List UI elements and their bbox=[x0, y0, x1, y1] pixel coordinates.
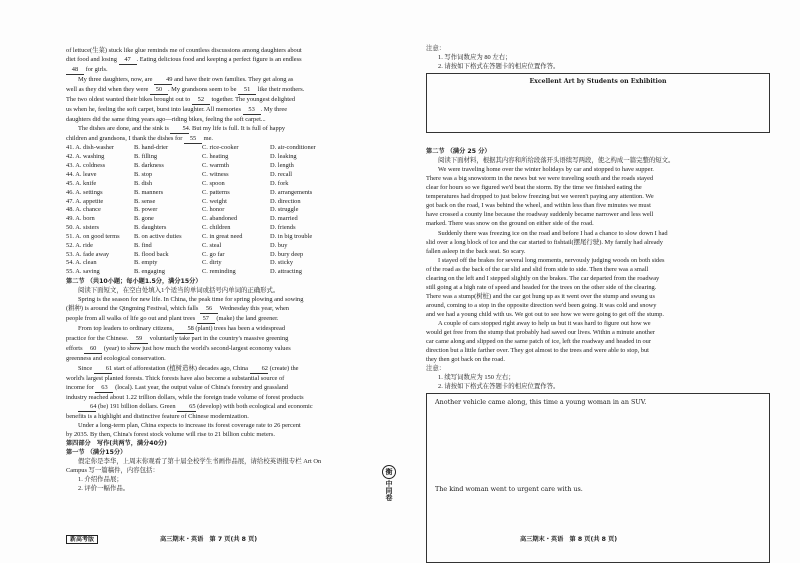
blank-number: 60 bbox=[84, 344, 102, 354]
option-choice: 51. A. on good terms bbox=[66, 232, 120, 240]
option-choice: D. leaking bbox=[270, 153, 297, 161]
passage-text: people from all walks of life go out and plant trees bbox=[66, 315, 197, 323]
option-choice: B. hand-drier bbox=[134, 144, 169, 152]
option-row bbox=[66, 242, 384, 251]
binding-mark bbox=[376, 465, 402, 523]
passage-line: would get free from the stump that probably had saved our lives. Within a minute another bbox=[426, 329, 655, 337]
continuation-section-title: 第二节 （满分 25 分） bbox=[426, 148, 491, 156]
passage-line: There was a big snowstorm in the news but we were traveling south and the roads stayed bbox=[426, 175, 654, 183]
option-row bbox=[66, 171, 384, 180]
blank-number: 50 bbox=[150, 85, 168, 95]
blank-number: 51 bbox=[238, 85, 256, 95]
option-choice: 46. A. settings bbox=[66, 188, 103, 196]
writing-answer-box bbox=[426, 73, 770, 133]
option-row bbox=[66, 268, 384, 277]
option-row bbox=[66, 198, 384, 207]
option-choice: B. stop bbox=[134, 171, 153, 178]
option-choice: 52. A. ride bbox=[66, 241, 93, 249]
option-choice: C. go far bbox=[202, 250, 225, 258]
option-choice: 44. A. leave bbox=[66, 171, 97, 178]
option-choice: B. daughters bbox=[134, 224, 167, 232]
passage-text: start of afforestation (植树造林) decades ago, China bbox=[112, 364, 250, 372]
passage-line: still going at a high rate of speed and headed for the trees on the other side of the clearing. bbox=[426, 283, 657, 291]
passage-line bbox=[66, 374, 384, 383]
cloze-passage-end bbox=[66, 46, 384, 144]
option-row bbox=[66, 162, 384, 171]
passage-line bbox=[66, 85, 384, 95]
note2-item: 2. 请按如下格式在答题卡的相应位置作答。 bbox=[438, 383, 560, 391]
option-choice: C. warmth bbox=[202, 162, 229, 170]
option-row bbox=[66, 259, 384, 268]
passage-text: world's largest planted forests. Thick forests have also become a substantial source of bbox=[66, 374, 285, 382]
section2-instruction: 阅读下面短文，在空白处填入1个适当的单词或括号内单词的正确形式。 bbox=[78, 287, 280, 295]
option-choice: C. reminding bbox=[202, 268, 236, 276]
passage-line: I stayed off the brakes for several long moments, nervously judging woods on both sides bbox=[438, 256, 665, 264]
passage-text: voluntarily take part in the country's massive greening bbox=[148, 335, 289, 343]
passage-text: daughters did the same thing years ago—riding bikes, feeling the soft carpet... bbox=[66, 116, 266, 124]
passage-line: temperatures had dropped to just below freezing but we weren't paying any attention. We bbox=[426, 193, 654, 201]
blank-number: 58 bbox=[175, 324, 193, 334]
answer-box-title: Excellent Art by Students on Exhibition bbox=[529, 78, 667, 86]
passage-text: practice for the Chinese. bbox=[66, 335, 131, 343]
passage-text: benefits is a highlight and distinctive feature of Chinese modernization. bbox=[66, 412, 249, 420]
option-choice: C. witness bbox=[202, 171, 229, 178]
passage-text: (local). Last year, the output value of China's forestry and grassland bbox=[113, 383, 289, 391]
passage-line: they then got back on the road. bbox=[426, 356, 505, 364]
option-choice: 50. A. sisters bbox=[66, 224, 100, 232]
blank-number: 54 bbox=[170, 124, 188, 134]
option-row bbox=[66, 251, 384, 260]
passage-text: for girls. bbox=[84, 66, 108, 74]
writing-task-line-2: Campus 写一篇稿件，内容包括： bbox=[66, 466, 159, 474]
passage-line bbox=[66, 75, 384, 85]
passage-text: (make) the land greener. bbox=[214, 315, 279, 323]
option-choice: 45. A. knife bbox=[66, 179, 97, 187]
option-choice: D. length bbox=[270, 162, 294, 170]
option-choice: B. dish bbox=[134, 179, 153, 187]
passage-line bbox=[66, 344, 384, 354]
passage-text: (耕种) is around the Qingming Festival, which falls bbox=[66, 305, 201, 313]
passage-text: by 2035. By then, China's forest stock volume will rise to 21 billion cubic meters. bbox=[66, 430, 275, 438]
note2-label: 注意： bbox=[426, 365, 446, 373]
option-choice: C. steal bbox=[202, 241, 222, 249]
option-choice: D. buy bbox=[270, 241, 288, 249]
passage-text: (create) the bbox=[268, 364, 299, 372]
binding-seal-icon: 衡 bbox=[382, 465, 396, 479]
option-row bbox=[66, 153, 384, 162]
passage-text: together. The youngest delighted bbox=[209, 96, 296, 104]
option-choice: B. engaging bbox=[134, 268, 165, 276]
cloze-options bbox=[66, 144, 384, 277]
writing-task-item: 1. 介绍作品展； bbox=[78, 475, 123, 483]
option-choice: 47. A. appetite bbox=[66, 197, 104, 205]
passage-line: around, coming to a stop in the opposite direction we'd been going. It was cold and snowy bbox=[426, 301, 657, 309]
right-page bbox=[400, 0, 800, 551]
option-row bbox=[66, 206, 384, 215]
passage-text: (be) 191 billion dollars. Green bbox=[96, 402, 178, 410]
grammar-fill-passage bbox=[66, 295, 384, 439]
option-choice: C. rice-cooker bbox=[202, 144, 239, 152]
left-page bbox=[0, 0, 400, 551]
passage-line bbox=[66, 364, 384, 374]
option-row bbox=[66, 233, 384, 242]
option-choice: C. honor bbox=[202, 206, 225, 214]
option-choice: 41. A. dish-washer bbox=[66, 144, 114, 152]
passage-text: Spring is the season for new life. In China, the peak time for spring plowing and sowing bbox=[78, 296, 304, 304]
option-choice: B. manners bbox=[134, 188, 164, 196]
option-choice: C. heating bbox=[202, 153, 229, 161]
blank-number: 47 bbox=[119, 55, 137, 65]
option-choice: C. abandoned bbox=[202, 215, 238, 223]
writing-task-line-1: 假定你是李华，上周末你观看了第十届全校学生书画作品展，请给校英语报专栏 Art On bbox=[78, 457, 322, 465]
blank-number: 49 bbox=[154, 75, 172, 85]
left-footer-badge bbox=[66, 534, 98, 543]
passage-line: There was a stump(树桩) and the car got hung up as it went over the stump and swung us bbox=[426, 292, 655, 300]
passage-line bbox=[66, 354, 384, 363]
right-footer bbox=[520, 534, 617, 543]
passage-text: (plant) trees has been a widespread bbox=[193, 325, 286, 333]
option-choice: 54. A. clean bbox=[66, 259, 97, 267]
option-choice: D. attracting bbox=[270, 268, 302, 276]
passage-text: . My three bbox=[260, 106, 288, 114]
passage-line: We were traveling home over the winter holidays by car and stopped to have supper. bbox=[438, 166, 654, 174]
passage-line: slid over a long block of ice and the car started to fishtail(摆尾行驶). My family had already bbox=[426, 238, 663, 246]
passage-line bbox=[66, 134, 384, 144]
option-row bbox=[66, 224, 384, 233]
option-choice: B. on active duties bbox=[134, 232, 182, 240]
option-choice: D. direction bbox=[270, 197, 301, 205]
passage-line bbox=[66, 421, 384, 430]
passage-text: efforts bbox=[66, 345, 85, 353]
option-choice: B. flood back bbox=[134, 250, 169, 258]
continuation-instruction: 阅读下面材料，根据其内容和所给段落开头语续写两段，使之构成一篇完整的短文。 bbox=[438, 157, 675, 165]
passage-line: Suddenly there was freezing ice on the road and before I had a chance to slow down I had bbox=[438, 229, 668, 237]
passage-text: . But my life is full. It is full of happy bbox=[188, 125, 286, 133]
option-choice: C. children bbox=[202, 224, 231, 232]
passage-text: us when he, feeling the soft carpet, burst into laughter. All memories bbox=[66, 106, 243, 114]
option-choice: D. sticky bbox=[270, 259, 294, 267]
blank-number: 55 bbox=[184, 134, 202, 144]
option-choice: C. weight bbox=[202, 197, 227, 205]
option-choice: 53. A. fade away bbox=[66, 250, 110, 258]
blank-number: 63 bbox=[95, 383, 113, 393]
passage-line: have crossed a county line because the roadway suddenly became narrower and less well bbox=[426, 211, 654, 219]
option-choice: 55. A. saving bbox=[66, 268, 100, 276]
part4-title: 第四部分 写作(共两节，满分40分) bbox=[66, 439, 167, 447]
option-choice: 43. A. coldness bbox=[66, 162, 106, 170]
passage-text: and have their own families. They get along as bbox=[172, 76, 294, 84]
passage-text: Under a long-term plan, China expects to increase its forest coverage rate to 26 percent bbox=[78, 421, 301, 429]
passage-text: My three daughters, now, are bbox=[78, 76, 155, 84]
passage-text: The dishes are done, and the sink is bbox=[78, 125, 171, 133]
option-choice: D. fork bbox=[270, 179, 289, 187]
passage-line: clear for hours so we figured we'd beat the storm. By the time we finished eating the bbox=[426, 184, 642, 192]
passage-line bbox=[66, 295, 384, 304]
passage-line: clearing on the left and I stepped slightly on the brakes. The car departed from the roadway bbox=[426, 274, 660, 282]
passage-text: greenness and ecological conservation. bbox=[66, 355, 166, 363]
option-choice: C. patterns bbox=[202, 188, 230, 196]
blank-number: 57 bbox=[197, 314, 215, 324]
option-choice: C. in great need bbox=[202, 232, 243, 240]
option-choice: B. sense bbox=[134, 197, 156, 205]
passage-text: children and grandsons, I thank the dishes for bbox=[66, 135, 185, 143]
passage-line bbox=[66, 65, 384, 75]
option-choice: 42. A. washing bbox=[66, 153, 105, 161]
note-item: 2. 请按如下格式在答题卡的相应位置作答。 bbox=[438, 63, 560, 71]
passage-line: got back on the road, I was behind the wheel, and within less than five minutes we must bbox=[426, 202, 651, 210]
option-choice: D. recall bbox=[270, 171, 292, 178]
writing-task-item: 2. 评价一幅作品。 bbox=[78, 485, 130, 493]
passage-line bbox=[66, 314, 384, 324]
left-page-number: 高三期末・英语 第 7 页(共 8 页) bbox=[160, 536, 258, 543]
option-choice: C. spoon bbox=[202, 179, 225, 187]
edition-badge: 新高考版 bbox=[66, 535, 98, 544]
passage-text: of lettuce(生菜) stuck like glue reminds me of countless discussions among daughters about bbox=[66, 47, 302, 54]
continuation-passage bbox=[426, 165, 770, 364]
option-choice: D. air-conditioner bbox=[270, 144, 316, 152]
option-choice: C. dirty bbox=[202, 259, 222, 267]
passage-line bbox=[66, 412, 384, 421]
passage-text: Since bbox=[78, 364, 94, 372]
passage-text: well as they did when they were bbox=[66, 86, 150, 94]
passage-line: direction but a little farther over. They got almost to the trees and were able to stop, but bbox=[426, 347, 649, 355]
passage-text: . Eating delicious food and keeping a perfect figure is an endless bbox=[136, 56, 302, 64]
option-row bbox=[66, 180, 384, 189]
passage-line bbox=[66, 393, 384, 402]
section2-title: 第二节 （共10小题；每小题1.5分，满分15分） bbox=[66, 278, 202, 286]
passage-line bbox=[66, 105, 384, 115]
note2-item: 1. 续写词数应为 150 左右； bbox=[438, 374, 515, 382]
passage-line: car came along and slipped on the same patch of ice, left the roadway and headed in our bbox=[426, 338, 652, 346]
option-choice: B. power bbox=[134, 206, 158, 214]
blank-number: 65 bbox=[177, 402, 195, 412]
passage-line bbox=[66, 46, 384, 55]
note-item: 1. 写作词数应为 80 左右； bbox=[438, 54, 512, 62]
passage-text: From top leaders to ordinary citizens, bbox=[78, 325, 176, 333]
passage-text: diet food and losing bbox=[66, 56, 119, 64]
option-choice: B. darkness bbox=[134, 162, 164, 170]
passage-text: industry reached about 1.22 trillion dollars, while the foreign trade volume of forest products bbox=[66, 393, 304, 401]
option-choice: 49. A. born bbox=[66, 215, 95, 223]
blank-number: 56 bbox=[200, 304, 218, 314]
option-choice: D. bury deep bbox=[270, 250, 304, 258]
option-row bbox=[66, 144, 384, 153]
passage-line bbox=[66, 124, 384, 134]
option-choice: D. struggle bbox=[270, 206, 299, 214]
option-row bbox=[66, 189, 384, 198]
passage-line bbox=[66, 383, 384, 393]
passage-line bbox=[66, 402, 384, 412]
passage-line bbox=[66, 334, 384, 344]
paragraph1-opening: Another vehicle came along, this time a young woman in an SUV. bbox=[435, 398, 647, 407]
passage-text: (develop) with both ecological and economic bbox=[195, 402, 313, 410]
passage-line bbox=[66, 95, 384, 105]
part4-section1-title: 第一节 （满分15分） bbox=[66, 448, 127, 456]
left-footer bbox=[160, 534, 257, 543]
passage-text: income for bbox=[66, 383, 96, 391]
blank-number: 48 bbox=[66, 65, 84, 75]
passage-text: Wednesday this year, when bbox=[218, 305, 290, 313]
passage-line: A couple of cars stopped right away to help us but it was hard to figure out how we bbox=[438, 319, 651, 327]
passage-text: (year) to show just how much the world's second-largest economy values bbox=[102, 345, 291, 353]
blank-number: 62 bbox=[250, 364, 268, 374]
right-page-number: 高三期末・英语 第 8 页(共 8 页) bbox=[520, 536, 618, 543]
passage-line: of the road as the back of the car slid and slid from side to side. Then there was a small bbox=[426, 265, 649, 273]
blank-number: 53 bbox=[243, 105, 261, 115]
option-choice: B. filling bbox=[134, 153, 158, 161]
option-choice: D. married bbox=[270, 215, 298, 223]
option-choice: 48. A. chance bbox=[66, 206, 101, 214]
passage-text: me. bbox=[202, 135, 214, 143]
passage-line bbox=[66, 55, 384, 65]
passage-line bbox=[66, 115, 384, 124]
option-choice: B. find bbox=[134, 241, 152, 249]
passage-line: marked. There was snow on the ground on either side of the road. bbox=[426, 220, 594, 228]
binding-text: 中同卷 bbox=[385, 480, 393, 501]
blank-number: 52 bbox=[192, 95, 210, 105]
passage-text: like their mothers. bbox=[256, 86, 305, 94]
option-choice: D. arrangements bbox=[270, 188, 313, 196]
passage-line: fallen asleep in the back seat. So scary. bbox=[426, 247, 526, 255]
passage-line bbox=[66, 324, 384, 334]
passage-line: and we had a young child with us. We got out to see how we were going to get off the stump. bbox=[426, 310, 664, 318]
blank-number: 64 bbox=[78, 402, 96, 412]
passage-line bbox=[66, 430, 384, 439]
blank-number: 61 bbox=[94, 364, 112, 374]
option-choice: D. friends bbox=[270, 224, 296, 232]
note-label: 注意： bbox=[426, 45, 446, 52]
blank-number: 59 bbox=[130, 334, 148, 344]
option-row bbox=[66, 215, 384, 224]
option-choice: B. empty bbox=[134, 259, 158, 267]
option-choice: D. in big trouble bbox=[270, 232, 313, 240]
passage-text: . My grandsons seem to be bbox=[167, 86, 239, 94]
paragraph2-opening: The kind woman went to urgent care with us. bbox=[435, 485, 583, 494]
passage-line bbox=[66, 304, 384, 314]
option-choice: B. gone bbox=[134, 215, 154, 223]
passage-text: The two oldest wanted their bikes brought out to bbox=[66, 96, 192, 104]
